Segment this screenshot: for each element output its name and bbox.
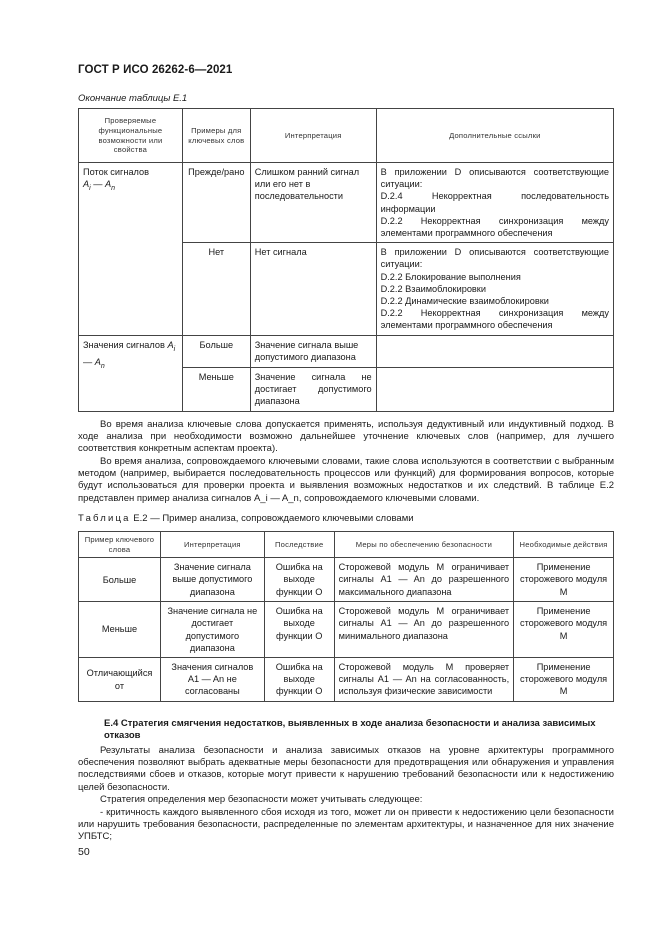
table2-consequence: Ошибка на выходе функции O: [264, 602, 334, 658]
table2-actions: Применение сторожевого модуля M: [514, 602, 614, 658]
table-row: [79, 602, 614, 658]
body-paragraph-2: [78, 456, 614, 505]
table2-caption-text: E.2 — Пример анализа, сопровождаемого ключевыми словами: [133, 513, 414, 524]
table2-caption-label: Таблица: [78, 513, 131, 524]
table2-measures: Сторожевой модуль M проверяет сигналы A1 — An на согласованность, используя физические зависимости: [334, 658, 513, 702]
table-e2: [78, 531, 614, 702]
table2-actions: Применение сторожевого модуля M: [514, 558, 614, 602]
table1-keyword: Нет: [182, 243, 250, 335]
table-e1-end: [78, 108, 614, 412]
table2-header-col3: Последствие: [264, 532, 334, 558]
table1-interpretation: Нет сигнала: [250, 243, 376, 335]
table1-interpretation: Значение сигнала выше допустимого диапазона: [250, 335, 376, 367]
group1-signal-range: $A_i$ — $A_n$: [83, 179, 116, 193]
reference-line: D.2.2 Взаимоблокировки: [380, 283, 486, 294]
table2-consequence: Ошибка на выходе функции O: [264, 658, 334, 702]
table1-keyword: Больше: [182, 335, 250, 367]
table2-keyword: Меньше: [79, 602, 161, 658]
table2-interpretation: Значение сигнала не достигает допустимого диапазона: [160, 602, 264, 658]
body-paragraph-2-text: Во время анализа, сопровождаемого ключевыми словами, такие слова используются в соответствии с выбранным методом (например, выбирается последовательность процессов или функций) для формирования вопросов, которые будут использоваться для проверки проекта и выявления возможных недостатков и их следствий. В таблице E.2 представлен пример анализа сигналов A_i — A_n, сопровождаемого ключевыми словами.: [78, 456, 614, 504]
section-paragraph-1: Результаты анализа безопасности и анализа зависимых отказов на уровне архитектуры программного обеспечения позволяют выбрать адекватные меры безопасности для предотвращения или обнаружения и управления последствиями сбоев и отказов, которые могут привести к нарушению требований безопасности или к недостижению целей безопасности.: [78, 745, 614, 793]
reference-line: D.2.2 Динамические взаимоблокировки: [380, 296, 549, 307]
table2-interpretation: Значение сигнала выше допустимого диапазона: [160, 558, 264, 602]
table-row: [79, 558, 614, 602]
document-header: ГОСТ Р ИСО 26262-6—2021: [78, 64, 233, 76]
table1-header-col4: Дополнительные ссылки: [376, 109, 613, 163]
reference-line: D.2.2 Некорректная синхронизация между элементами программного обеспечения: [380, 308, 609, 331]
table1-references: [376, 163, 613, 243]
reference-line: D.2.2 Некорректная синхронизация между элементами программного обеспечения: [380, 215, 609, 239]
body-paragraph-1: Во время анализа ключевые слова допускается применять, используя дедуктивный или индуктивный подход. В ходе анализа при необходимости возможно дальнейшее уточнение ключевых слов (например, для лучшего соответствия конкретным аспектам проекта).: [78, 419, 614, 455]
section-paragraph-2: Стратегия определения мер безопасности может учитывать следующее:: [100, 794, 423, 805]
table1-keyword: Меньше: [182, 367, 250, 411]
table1-references-empty: [376, 367, 613, 411]
table2-keyword: Отличающийся от: [79, 658, 161, 702]
table-row: [79, 335, 614, 367]
table-row: [79, 163, 614, 243]
table1-header-col3: Интерпретация: [250, 109, 376, 163]
table1-header-col1: Проверяемые функциональные возможности или свойства: [79, 109, 183, 163]
group1-name-text: Поток сигналов: [83, 167, 150, 177]
table2-header-col4: Меры по обеспечению безопасности: [334, 532, 513, 558]
table2-header-col5: Необходимые действия: [514, 532, 614, 558]
section-paragraph-3: - критичность каждого выявленного сбоя исходя из того, может ли он привести к недостижению цели безопасности или нарушить требования безопасности, распределенные по элементам архитектуры, и назначенное для них значение УПБТС;: [78, 807, 614, 843]
table2-caption: [78, 513, 414, 524]
group2-name-text: Значения сигналов: [83, 339, 165, 350]
table1-references: [376, 243, 613, 335]
table1-interpretation: Значение сигнала не достигает допустимого диапазона: [250, 367, 376, 411]
table2-consequence: Ошибка на выходе функции O: [264, 558, 334, 602]
table2-measures: Сторожевой модуль M ограничивает сигналы A1 — An до разрешенного минимального диапазона: [334, 602, 513, 658]
table1-keyword: Прежде/рано: [182, 163, 250, 243]
table1-header-col2: Примеры для ключевых слов: [182, 109, 250, 163]
group2-signal-range: $A_i$ — $A_n$: [83, 339, 176, 370]
reference-line: В приложении D описываются соответствующие ситуации:: [380, 247, 609, 270]
table2-interpretation: Значения сигналов A1 — An не согласованы: [160, 658, 264, 702]
page-number: 50: [78, 846, 90, 858]
reference-line: D.2.4 Некорректная последовательность информации: [380, 191, 609, 214]
table1-group1-name: [79, 163, 183, 336]
table2-keyword: Больше: [79, 558, 161, 602]
table1-caption: Окончание таблицы E.1: [78, 93, 188, 104]
table-row: [79, 658, 614, 702]
table2-actions: Применение сторожевого модуля M: [514, 658, 614, 702]
reference-line: В приложении D описываются соответствующие ситуации:: [380, 167, 609, 190]
reference-line: D.2.2 Блокирование выполнения: [380, 271, 521, 282]
table2-measures: Сторожевой модуль M ограничивает сигналы A1 — An до разрешенного максимального диапазона: [334, 558, 513, 602]
table1-header-row: [79, 109, 614, 163]
section-e4-title: E.4 Стратегия смягчения недостатков, выявленных в ходе анализа безопасности и анализа зависимых отказов: [104, 718, 596, 742]
table1-group2-name: [79, 335, 183, 411]
table2-header-col2: Интерпретация: [160, 532, 264, 558]
table2-header-row: [79, 532, 614, 558]
table1-references-empty: [376, 335, 613, 367]
table2-header-col1: Пример ключевого слова: [79, 532, 161, 558]
table1-interpretation: Слишком ранний сигнал или его нет в последовательности: [250, 163, 376, 243]
